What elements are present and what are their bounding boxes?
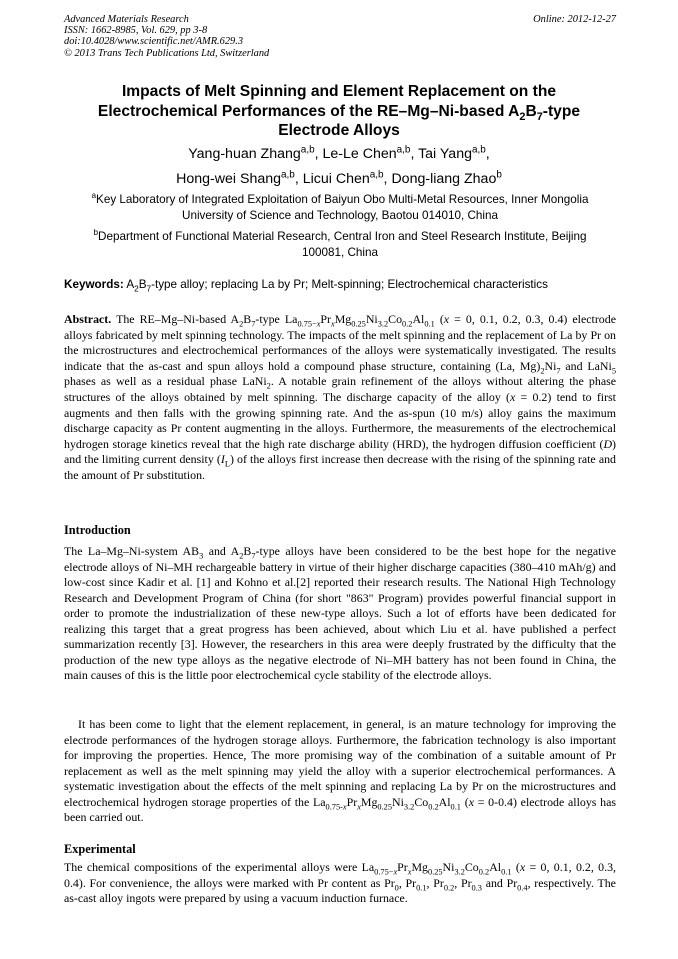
- introduction-paragraph-2: It has been come to light that the element replacement, in general, is an mature technology for improving the electrode performances of the hydrogen storage alloys. Furthermore, the fabrication technology is also important for improving the properties. Hence, The more promising way of the combination of a suitable amount of Pr replacement as well as the melt spinning may yield the alloy with a superior electrochemical performances. A systematic investigation about the effects of the melt spinning and replacing La by Pr on the microstructures and electrochemical hydrogen storage properties of the $La_{0.75-x}Pr_xMg_{0.25}Ni_{3.2}Co_{0.2}Al_{0.1}$ (x = 0-0.4) electrode alloys has been carried out.: [64, 717, 616, 824]
- keywords: Keywords: $A_2B_7$-type alloy; replacing La by Pr; Melt-spinning; Electrochemical characteristics: [64, 278, 548, 294]
- author-list: [60, 142, 618, 192]
- abstract: Abstract. The RE–Mg–Ni-based $A_2B_7$-type $La_{0.75-x}Pr_xMg_{0.25}Ni_{3.2}Co_{0.2}Al_{0.1}$ (x = 0, 0.1, 0.2, 0.3, 0.4) electrode alloys fabricated by melt spinning technology. The impacts of the melt spinning and the replacement of La by Pr on the microstructures and electrochemical performances of the alloys were systematically investigated. The results indicate that the as-cast and spun alloys hold a compound phase structure, containing (La, $Mg)_2Ni_7$ and LaNi$_5$ phases as well as a residual phase LaNi$_2$. A notable grain refinement of the alloys without altering the phase structures of the alloys obtained by melt spinning. The discharge capacity of the alloy (x = 0.2) tend to first augments and then falls with the growing spinning rate. And the as-spun (10 m/s) alloy gains the maximum discharge capacity as Pr content augmenting in the alloys. Furthermore, the measurements of the electrochemical hydrogen storage kinetics reveal that the high rate discharge ability (HRD), the hydrogen diffusion coefficient (D) and the limiting current density $(I_L)$ of the alloys first increase then decrease with the rising of the spinning rate and the amount of Pr substitution.: [64, 312, 616, 482]
- abstract-label: Abstract.: [64, 312, 112, 326]
- title-line-3: Electrode Alloys: [278, 122, 400, 139]
- affiliation-a: $^a$Key Laboratory of Integrated Exploitation of Baiyun Obo Multi-Metal Resources, Inner Mongolia University of Science and Technology, Baotou 014010, China: [91, 191, 589, 222]
- experimental-paragraph: The chemical compositions of the experimental alloys were $La_{0.75-x}Pr_xMg_{0.25}Ni_{3.2}Co_{0.2}Al_{0.1}$ (x = 0, 0.1, 0.2, 0.3, 0.4). For convenience, the alloys were marked with Pr content as $Pr_0$, $Pr_{0.1}$, $Pr_{0.2}$, $Pr_{0.3}$ and $Pr_{0.4}$, respectively. The as-cast alloy ingots were prepared by using a vacuum induction furnace.: [64, 860, 616, 905]
- author-name: Tai Yang: [418, 146, 472, 162]
- author-line-2: Hong-wei Shang$^{a,b}$, Licui Chen$^{a,b}$, Dong-liang Zhao$^b$: [176, 169, 502, 187]
- author-name: Hong-wei Shang: [176, 171, 282, 187]
- title-line-1: Impacts of Melt Spinning and Element Replacement on the: [121, 83, 557, 100]
- issn-line: ISSN: 1662-8985, Vol. 629, pp 3-8: [64, 25, 208, 37]
- author-line-1: Yang-huan Zhang$^{a,b}$, Le-Le Chen$^{a,b}$, Tai Yang$^{a,b}$,: [188, 144, 490, 162]
- doi-line: doi:10.4028/www.scientific.net/AMR.629.3: [64, 36, 244, 48]
- keywords-label: Keywords:: [64, 278, 124, 291]
- affiliation-b: $^b$Department of Functional Material Research, Central Iron and Steel Research Institute, Beijing 100081, China: [93, 228, 587, 259]
- online-date: Online: 2012-12-27: [533, 14, 616, 25]
- running-header: [64, 14, 616, 59]
- section-heading-experimental: Experimental: [64, 842, 136, 856]
- paper-title: [60, 82, 618, 141]
- author-name: Yang-huan Zhang: [188, 146, 301, 162]
- author-name: Dong-liang Zhao: [391, 171, 497, 187]
- journal-name: Advanced Materials Research: [64, 14, 189, 25]
- author-name: Le-Le Chen: [322, 146, 397, 162]
- copyright-line: © 2013 Trans Tech Publications Ltd, Switzerland: [64, 47, 270, 59]
- section-heading-introduction: Introduction: [64, 523, 131, 537]
- author-name: Licui Chen: [302, 171, 370, 187]
- introduction-paragraph-1: The La–Mg–Ni-system $AB_3$ and $A_2B_7$-type alloys have been considered to be the best hope for the negative electrode alloys of Ni–MH rechargeable battery in virtue of their higher discharge capacities (380–410 mAh/g) and low-cost since Kadir et al. [1] and Kohno et al.[2] reported their research results. The National High Technology Research and Development Program of China (for short "863" Program) provides powerful financial support in order to promote the industrialization of these new-type alloys. Such a lot of efforts have been dedicated for realizing this target that a great progress has been achieved, about which Liu et al. have published a perfect summarization recently [3]. However, the researchers in this area were deeply frustrated by the difficulty that the production of the new type alloys as the negative electrode of Ni–MH battery has not been found in China, the main causes of this is the little poor electrochemical cycle stability of the electrode alloys.: [64, 544, 617, 682]
- title-line-2: Electrochemical Performances of the RE–Mg–Ni-based $A_2B_7$-type: [97, 102, 581, 123]
